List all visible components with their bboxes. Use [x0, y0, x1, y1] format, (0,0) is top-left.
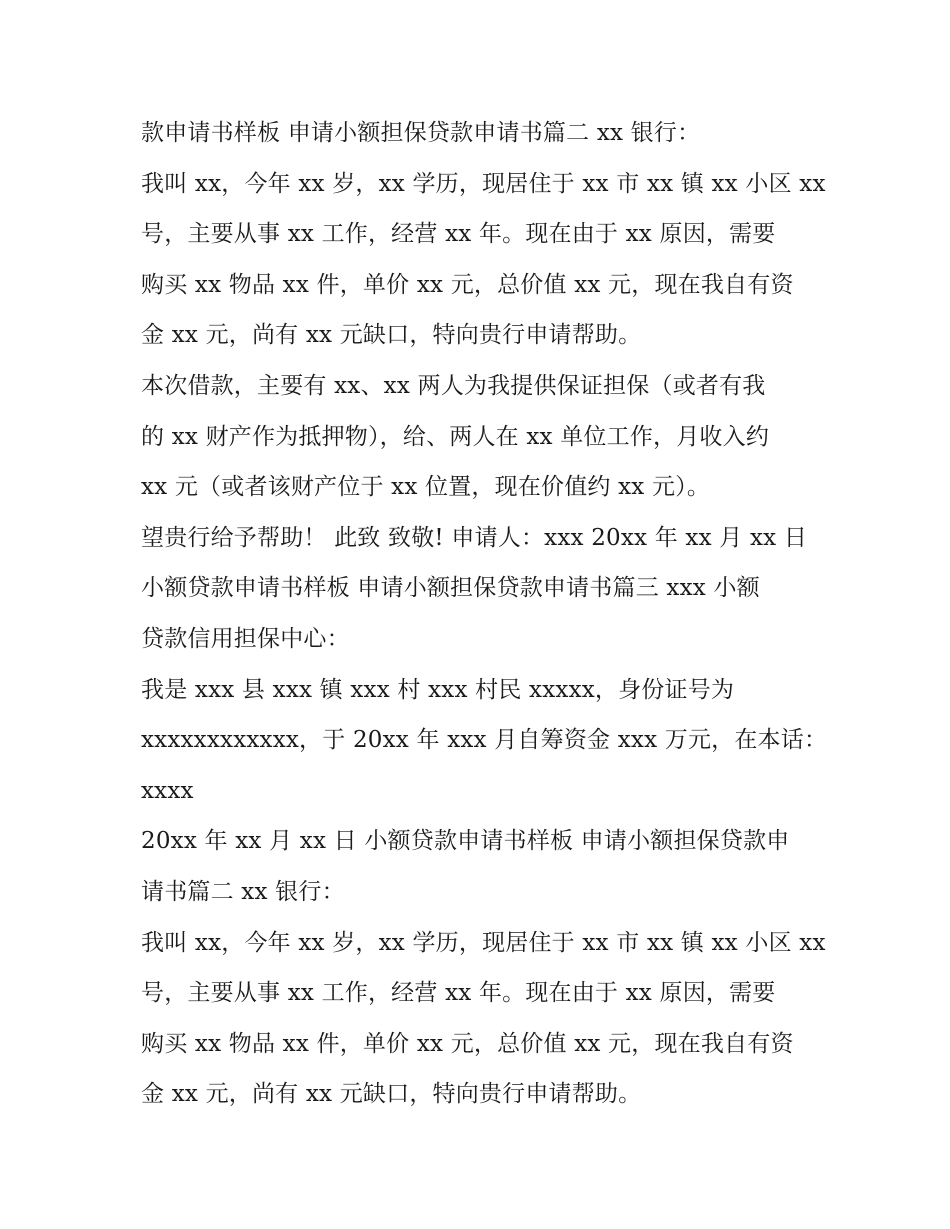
- text-line: 贷款信用担保中心：: [141, 625, 350, 652]
- text-line: 购买 xx 物品 xx 件，单价 xx 元，总价值 xx 元，现在我自有资: [141, 1030, 794, 1057]
- text-line: 小额贷款申请书样板 申请小额担保贷款申请书篇三 xxx 小额: [141, 575, 760, 602]
- text-line: 我叫 xx，今年 xx 岁，xx 学历，现居住于 xx 市 xx 镇 xx 小区 xx: [141, 929, 826, 956]
- text-line: 请书篇二 xx 银行：: [141, 878, 345, 905]
- text-line: 望贵行给予帮助！ 此致 致敬! 申请人：xxx 20xx 年 xx 月 xx 日: [141, 524, 808, 551]
- text-line: 20xx 年 xx 月 xx 日 小额贷款申请书样板 申请小额担保贷款申: [141, 828, 790, 855]
- text-line: 的 xx 财产作为抵押物），给、两人在 xx 单位工作，月收入约: [141, 423, 770, 450]
- document-body: [141, 108, 831, 1120]
- text-line: 号，主要从事 xx 工作，经营 xx 年。现在由于 xx 原因，需要: [141, 980, 776, 1007]
- text-line: 号，主要从事 xx 工作，经营 xx 年。现在由于 xx 原因，需要: [141, 221, 776, 248]
- text-line: 本次借款，主要有 xx、xx 两人为我提供保证担保（或者有我: [141, 372, 766, 399]
- text-line: 我是 xxx 县 xxx 镇 xxx 村 xxx 村民 xxxxx，身份证号为: [141, 676, 735, 703]
- text-line: xxxx: [141, 777, 194, 804]
- text-line: xxxxxxxxxxxx，于 20xx 年 xxx 月自筹资金 xxx 万元，在本话：: [141, 727, 828, 754]
- text-line: 我叫 xx，今年 xx 岁，xx 学历，现居住于 xx 市 xx 镇 xx 小区 xx: [141, 170, 826, 197]
- text-line: 金 xx 元，尚有 xx 元缺口，特向贵行申请帮助。: [141, 1081, 642, 1108]
- text-line: 款申请书样板 申请小额担保贷款申请书篇二 xx 银行：: [141, 120, 701, 146]
- text-line: 金 xx 元，尚有 xx 元缺口，特向贵行申请帮助。: [141, 322, 642, 349]
- text-line: 购买 xx 物品 xx 件，单价 xx 元，总价值 xx 元，现在我自有资: [141, 271, 794, 298]
- text-line: xx 元（或者该财产位于 xx 位置，现在价值约 xx 元）。: [141, 474, 711, 501]
